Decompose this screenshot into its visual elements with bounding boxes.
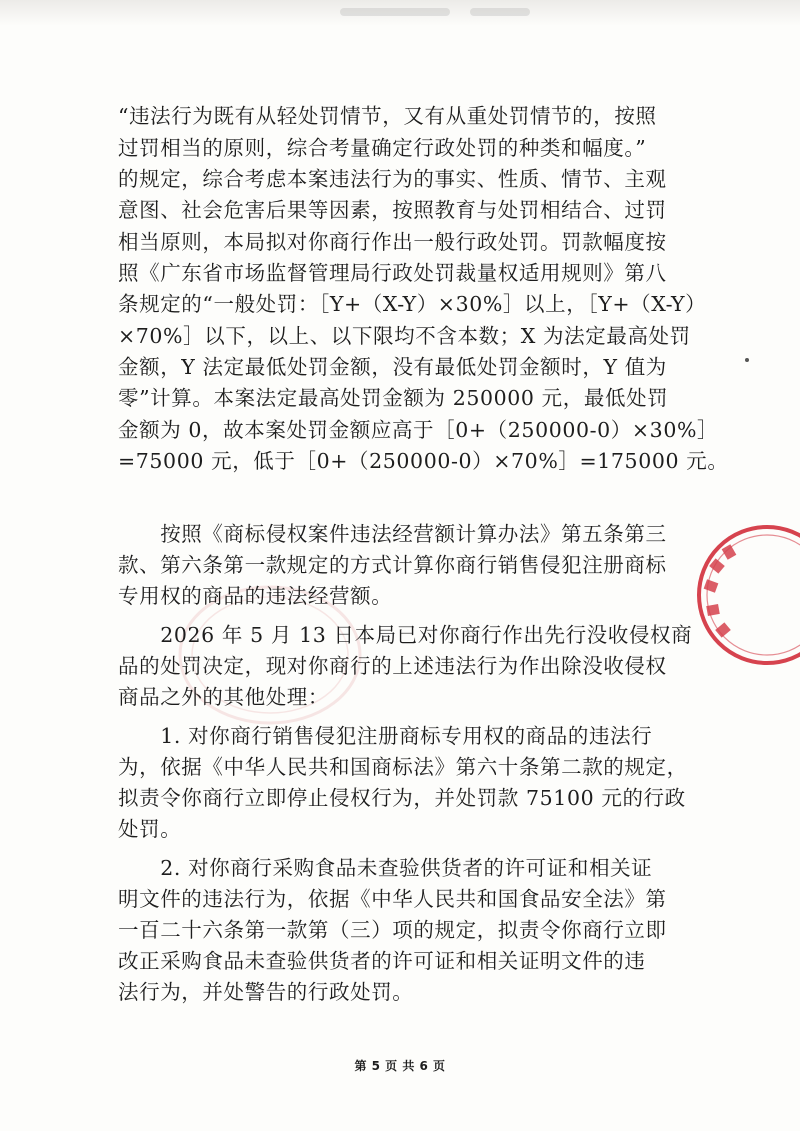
text-line: 相当原则，本局拟对你商行作出一般行政处罚。罚款幅度按 (118, 230, 667, 254)
text-line: 改正采购食品未查验供货者的许可证和相关证明文件的违 (118, 949, 646, 973)
page-number: 第 5 页 共 6 页 (354, 1059, 446, 1073)
text-line: 专用权的商品的违法经营额。 (118, 584, 393, 608)
text-line: 条规定的“一般处罚：［Y+（X-Y）×30%］以上，［Y+（X-Y） (118, 292, 707, 316)
text-line: 金额，Y 法定最低处罚金额，没有最低处罚金额时，Y 值为 (118, 355, 667, 379)
official-seal (692, 520, 800, 670)
text-line: =75000 元，低于［0+（250000-0）×70%］=175000 元。 (118, 449, 729, 473)
text-line: 品的处罚决定，现对你商行的上述违法行为作出除没收侵权 (118, 654, 667, 678)
scan-mark (470, 8, 530, 16)
text-line: 意图、社会危害后果等因素，按照教育与处罚相结合、过罚 (118, 198, 667, 222)
text-line: 1. 对你商行销售侵犯注册商标专用权的商品的违法行 (118, 724, 653, 748)
text-line: 处罚。 (118, 817, 182, 841)
text-line: 按照《商标侵权案件违法经营额计算办法》第五条第三 (118, 522, 667, 546)
text-line: 零”计算。本案法定最高处罚金额为 250000 元，最低处罚 (118, 386, 669, 410)
text-line: 商品之外的其他处理： (118, 685, 329, 709)
text-line: “违法行为既有从轻处罚情节，又有从重处罚情节的，按照 (118, 104, 657, 128)
text-line: ×70%］以下，以上、以下限均不含本数；X 为法定最高处罚 (118, 324, 691, 348)
text-line: 款、第六条第一款规定的方式计算你商行销售侵犯注册商标 (118, 553, 667, 577)
text-line: 照《广东省市场监督管理局行政处罚裁量权适用规则》第八 (118, 261, 667, 285)
text-line: 一百二十六条第一款第（三）项的规定，拟责令你商行立即 (118, 918, 667, 942)
scan-speck (745, 358, 749, 362)
text-line: 的规定，综合考虑本案违法行为的事实、性质、情节、主观 (118, 167, 667, 191)
text-line: 过罚相当的原则，综合考量确定行政处罚的种类和幅度。” (118, 136, 647, 160)
text-line: 明文件的违法行为，依据《中华人民共和国食品安全法》第 (118, 887, 667, 911)
text-line: 2. 对你商行采购食品未查验供货者的许可证和相关证 (118, 856, 653, 880)
text-line: 金额为 0，故本案处罚金额应高于［0+（250000-0）×30%］ (118, 418, 719, 442)
text-line: 为，依据《中华人民共和国商标法》第六十条第二款的规定， (118, 755, 688, 779)
text-line: 法行为，并处警告的行政处罚。 (118, 980, 414, 1004)
scan-mark (340, 8, 450, 16)
text-line: 拟责令你商行立即停止侵权行为，并处罚款 75100 元的行政 (118, 786, 686, 810)
text-line: 2026 年 5 月 13 日本局已对你商行作出先行没收侵权商 (118, 623, 693, 647)
